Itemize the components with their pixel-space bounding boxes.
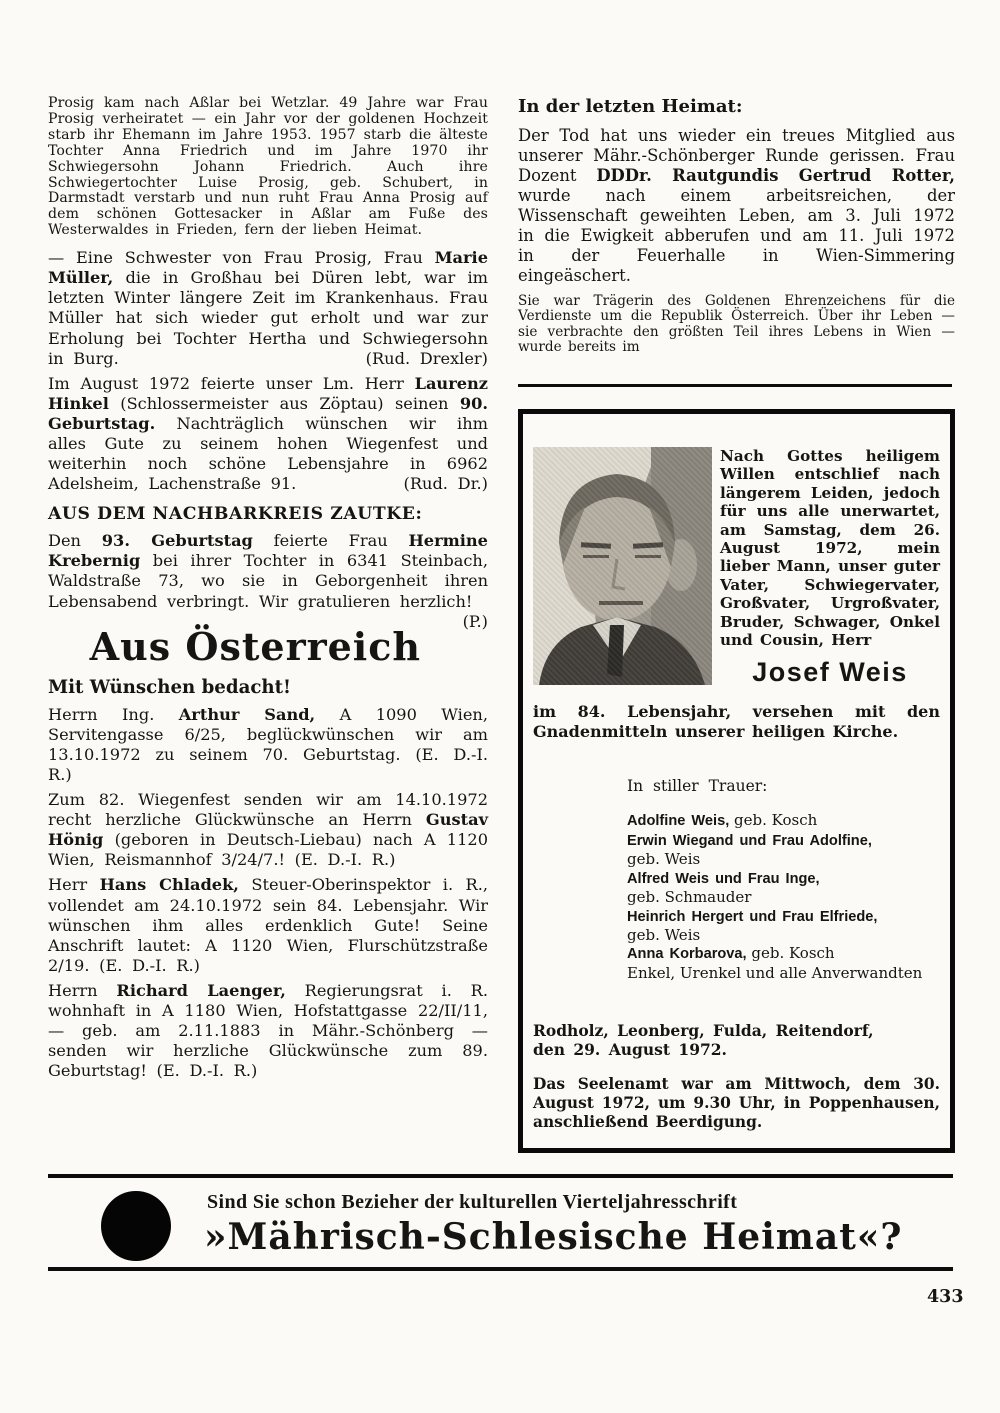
column-divider-rule	[518, 384, 952, 387]
paragraph-hermine-krebernig	[48, 531, 488, 631]
mourner-line: Anna Korbarova, geb. Kosch	[627, 944, 835, 963]
paragraph-text: Prosig kam nach Aßlar bei Wetzlar. 49 Jahre war Frau Prosig verheiratet — ein Jahr vor der goldenen Hochzeit starb ihr Ehemann im Jahre 1953. 1957 starb die älteste Tochter Anna Friedrich und im Jahre 1970 ihr Schwiegersohn Johann Friedrich. Auch ihre Schwiegertochter Luise Prosig, geb. Schubert, in Darmstadt verstarb und nun ruht Frau Anna Prosig auf dem schönen Gottesacker in Aßlar am Fuße des Westerwaldes in Frieden, fern der lieben Heimat.	[48, 95, 488, 239]
places-line: Rodholz, Leonberg, Fulda, Reitendorf,	[533, 1021, 874, 1041]
mourner-line: geb. Weis	[627, 925, 701, 944]
deceased-name: Josef Weis	[752, 657, 908, 688]
page-number: 433	[927, 1287, 964, 1307]
paragraph-marie-mueller	[48, 248, 488, 369]
paragraph-text: Der Tod hat uns wieder ein treues Mitglied aus unserer Mähr.-Schönberger Runde gerissen. Frau Dozent DDDr. Rautgundis Gertrud Rotter, wurde nach einem arbeitsreichen, der Wissenschaft geweihten Leben, am 3. Juli 1972 in die Ewigkeit abberufen und am 11. Juli 1972 in der Feuerhalle in Wien-Simmering eingeäschert.	[518, 126, 955, 285]
paragraph-text: — Eine Schwester von Frau Prosig, Frau Marie Müller, die in Großhau bei Düren lebt, war im letzten Winter längere Zeit im Krankenhaus. Frau Müller hat sich wieder gut erholt und war zur Erholung bei Tochter Hertha und Schwiegersohn in Burg.	[48, 248, 488, 368]
mourners-list	[627, 811, 940, 982]
section-heading-letzte-heimat: In der letzten Heimat:	[518, 96, 743, 117]
mourning-label: In stiller Trauer:	[627, 777, 768, 796]
section-heading-nachbarkreis: AUS DEM NACHBARKREIS ZAUTKE:	[48, 504, 423, 525]
paragraph-text: Herr Hans Chladek, Steuer-Oberinspektor i. R., vollendet am 24.10.1972 sein 84. Lebensjahr. Wir wünschen ihm alles erdenklich Gute! Seine Anschrift lautet: A 1120 Wien, Flurschützstraße 2/19. (E. D.-I. R.)	[48, 875, 488, 975]
mourner-line: Erwin Wiegand und Frau Adolfine,	[627, 832, 872, 849]
attribution: (Rud. Drexler)	[365, 348, 488, 368]
paragraph-richard-laenger	[48, 981, 488, 1081]
paragraph-hans-chladek	[48, 875, 488, 975]
paragraph-rotter-honors: Sie war Trägerin des Goldenen Ehrenzeichens für die Verdienste um die Republik Österreich. Über ihr Leben — sie verbrachte den größten Teil ihres Lebens in Wien — wurde bereits im	[518, 293, 955, 355]
mourner-line: geb. Schmauder	[627, 888, 752, 907]
paragraph-text: Den 93. Geburtstag feierte Frau Hermine Krebernig bei ihrer Tochter in 6341 Steinbach, Waldstraße 73, wo sie in Geborgenheit ihren Lebensabend verbringt. Wir gratulieren herzlich!	[48, 531, 488, 611]
paragraph-text: Zum 82. Wiegenfest senden wir am 14.10.1972 recht herzliche Glückwünsche an Herrn Gustav Hönig (geboren in Deutsch-Liebau) nach A 1120 Wien, Reismannhof 3/24/7.! (E. D.-I. R.)	[48, 790, 488, 870]
black-dot-icon	[101, 1191, 171, 1261]
obituary-notice-text: Nach Gottes heiligem Willen entschlief nach längerem Leiden, jedoch für uns alle unerwartet, am Samstag, dem 26. August 1972, mein lieber Mann, unser guter Vater, Schwiegervater, Großvater, Urgroßvater, Bruder, Schwager, Onkel und Cousin, Herr	[720, 447, 941, 650]
attribution: (Rud. Dr.)	[403, 474, 488, 494]
paragraph-prosig	[48, 96, 488, 239]
paragraph-text: Im August 1972 feierte unser Lm. Herr Laurenz Hinkel (Schlossermeister aus Zöptau) seinen 90. Geburtstag. Nachträglich wünschen wir ihm alles Gute zu seinem hohen Wiegenfest und weiterhin noch schöne Lebensjahre in 6962 Adelsheim, Lachenstraße 91.	[48, 373, 488, 494]
banner-top-rule	[48, 1174, 953, 1178]
obituary-death-notice	[518, 409, 955, 1153]
subheading-mit-wuenschen: Mit Wünschen bedacht!	[48, 676, 292, 698]
portrait-photo-image	[533, 447, 712, 685]
left-column	[48, 96, 488, 1086]
date-line: den 29. August 1972.	[533, 1039, 727, 1059]
obituary-top-row	[533, 447, 940, 688]
paragraph-rotter-obituary	[518, 126, 955, 286]
paragraph-text: Herrn Richard Laenger, Regierungsrat i. R. wohnhaft in A 1180 Wien, Hofstattgasse 22/II/11, — geb. am 2.11.1883 in Mähr.-Schönberg — senden wir herzliche Glückwünsche zum 89. Geburtstag! (E. D.-I. R.)	[48, 980, 488, 1081]
paragraph-text: Herrn Ing. Arthur Sand, A 1090 Wien, Servitengasse 6/25, beglückwünschen wir am 13.10.1972 zu seinem 70. Geburtstag. (E. D.-I. R.)	[48, 704, 488, 784]
right-column	[518, 96, 955, 360]
paragraph-gustav-hoenig	[48, 790, 488, 870]
paragraph-laurenz-hinkel	[48, 374, 488, 495]
obituary-text-column	[720, 447, 940, 688]
portrait-photo	[533, 447, 712, 685]
attribution: (P.)	[462, 611, 488, 631]
mourner-line: geb. Weis	[627, 850, 701, 869]
banner-bottom-rule	[48, 1267, 953, 1271]
banner-question-line: Sind Sie schon Bezieher der kulturellen Vierteljahresschrift	[207, 1191, 738, 1213]
obituary-after-name-text: im 84. Lebensjahr, versehen mit den Gnadenmitteln unserer heiligen Kirche.	[533, 702, 940, 741]
mourner-line: Adolfine Weis, geb. Kosch	[627, 811, 818, 830]
section-heading-aus-oesterreich: Aus Österreich	[89, 623, 421, 669]
mourner-line: Alfred Weis und Frau Inge,	[627, 870, 820, 887]
requiem-note: Das Seelenamt war am Mittwoch, dem 30. August 1972, um 9.30 Uhr, in Poppenhausen, anschließend Beerdigung.	[533, 1075, 940, 1132]
mourner-line: Heinrich Hergert und Frau Elfriede,	[627, 908, 878, 925]
mourner-line: Enkel, Urenkel und alle Anverwandten	[627, 963, 923, 982]
banner-journal-title: »Mährisch-Schlesische Heimat«?	[204, 1216, 903, 1258]
paragraph-arthur-sand	[48, 705, 488, 785]
places-and-date	[533, 1022, 940, 1059]
